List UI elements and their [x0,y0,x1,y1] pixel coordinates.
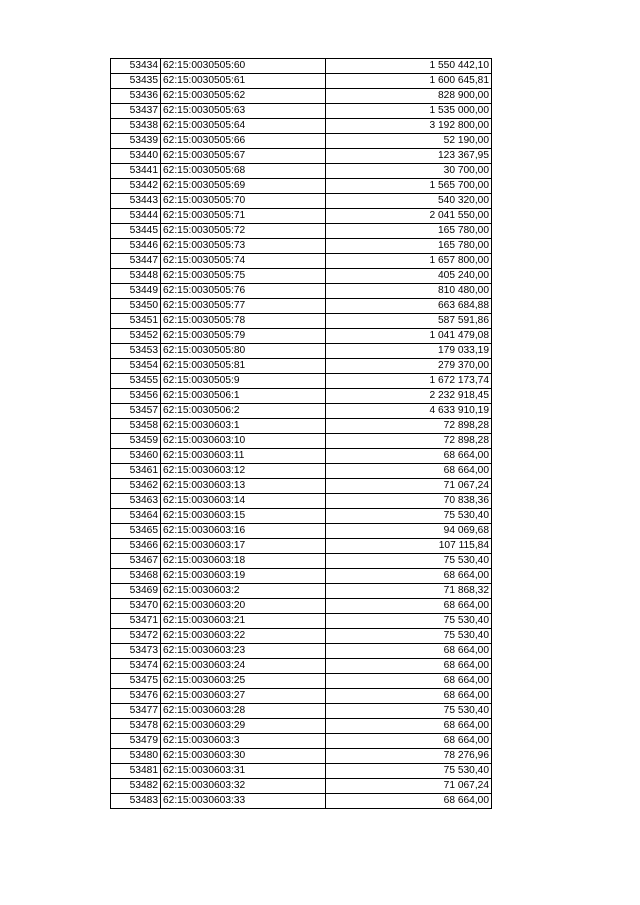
cadastral-number-cell: 62:15:0030505:79 [161,329,326,344]
cadastral-number-cell: 62:15:0030505:64 [161,119,326,134]
cadastral-number-cell: 62:15:0030603:13 [161,479,326,494]
table-row [111,284,492,299]
cadastral-value-cell: 540 320,00 [326,194,492,209]
row-number-cell: 53468 [111,569,161,584]
row-number-cell: 53458 [111,419,161,434]
row-number-cell: 53457 [111,404,161,419]
table-row [111,599,492,614]
cadastral-value-cell: 165 780,00 [326,239,492,254]
row-number-cell: 53474 [111,659,161,674]
table-row [111,239,492,254]
cadastral-value-cell: 68 664,00 [326,689,492,704]
table-row [111,479,492,494]
table-row [111,254,492,269]
table-row [111,494,492,509]
row-number-cell: 53445 [111,224,161,239]
cadastral-value-cell: 68 664,00 [326,659,492,674]
table-row [111,704,492,719]
row-number-cell: 53454 [111,359,161,374]
cadastral-number-cell: 62:15:0030505:63 [161,104,326,119]
row-number-cell: 53480 [111,749,161,764]
row-number-cell: 53483 [111,794,161,809]
cadastral-number-cell: 62:15:0030603:3 [161,734,326,749]
table-row [111,659,492,674]
cadastral-number-cell: 62:15:0030603:27 [161,689,326,704]
cadastral-value-cell: 68 664,00 [326,599,492,614]
table-row [111,689,492,704]
cadastral-number-cell: 62:15:0030603:24 [161,659,326,674]
cadastral-number-cell: 62:15:0030603:15 [161,509,326,524]
row-number-cell: 53437 [111,104,161,119]
cadastral-number-cell: 62:15:0030505:60 [161,59,326,74]
cadastral-number-cell: 62:15:0030505:74 [161,254,326,269]
cadastral-number-cell: 62:15:0030505:66 [161,134,326,149]
table-row [111,449,492,464]
table-row [111,779,492,794]
cadastral-value-cell: 2 041 550,00 [326,209,492,224]
cadastral-number-cell: 62:15:0030505:80 [161,344,326,359]
table-row [111,119,492,134]
table-row [111,374,492,389]
cadastral-value-cell: 123 367,95 [326,149,492,164]
cadastral-value-cell: 663 684,88 [326,299,492,314]
cadastral-value-cell: 75 530,40 [326,614,492,629]
row-number-cell: 53479 [111,734,161,749]
cadastral-number-cell: 62:15:0030505:76 [161,284,326,299]
cadastral-value-cell: 71 067,24 [326,479,492,494]
cadastral-number-cell: 62:15:0030505:77 [161,299,326,314]
cadastral-number-cell: 62:15:0030603:10 [161,434,326,449]
cadastral-number-cell: 62:15:0030603:19 [161,569,326,584]
table-row [111,674,492,689]
cadastral-value-cell: 828 900,00 [326,89,492,104]
row-number-cell: 53466 [111,539,161,554]
cadastral-value-cell: 71 067,24 [326,779,492,794]
cadastral-value-cell: 75 530,40 [326,554,492,569]
row-number-cell: 53463 [111,494,161,509]
table-row [111,719,492,734]
cadastral-number-cell: 62:15:0030603:1 [161,419,326,434]
table-row [111,539,492,554]
cadastral-value-cell: 68 664,00 [326,449,492,464]
cadastral-number-cell: 62:15:0030603:30 [161,749,326,764]
cadastral-value-cell: 1 600 645,81 [326,74,492,89]
cadastral-value-cell: 165 780,00 [326,224,492,239]
row-number-cell: 53464 [111,509,161,524]
cadastral-number-cell: 62:15:0030603:18 [161,554,326,569]
table-row [111,224,492,239]
cadastral-value-cell: 30 700,00 [326,164,492,179]
cadastral-number-cell: 62:15:0030505:78 [161,314,326,329]
table-row [111,59,492,74]
row-number-cell: 53467 [111,554,161,569]
cadastral-value-cell: 75 530,40 [326,704,492,719]
row-number-cell: 53456 [111,389,161,404]
table-body [111,59,492,809]
table-row [111,629,492,644]
cadastral-number-cell: 62:15:0030505:61 [161,74,326,89]
row-number-cell: 53441 [111,164,161,179]
row-number-cell: 53461 [111,464,161,479]
cadastral-number-cell: 62:15:0030603:17 [161,539,326,554]
cadastral-value-cell: 94 069,68 [326,524,492,539]
cadastral-value-cell: 1 550 442,10 [326,59,492,74]
table-row [111,734,492,749]
table-row [111,569,492,584]
row-number-cell: 53460 [111,449,161,464]
cadastral-value-cell: 68 664,00 [326,674,492,689]
cadastral-value-cell: 72 898,28 [326,434,492,449]
cadastral-number-cell: 62:15:0030603:23 [161,644,326,659]
cadastral-value-cell: 4 633 910,19 [326,404,492,419]
row-number-cell: 53435 [111,74,161,89]
row-number-cell: 53470 [111,599,161,614]
cadastral-number-cell: 62:15:0030603:22 [161,629,326,644]
cadastral-value-cell: 810 480,00 [326,284,492,299]
cadastral-number-cell: 62:15:0030505:73 [161,239,326,254]
table-row [111,359,492,374]
cadastral-number-cell: 62:15:0030505:72 [161,224,326,239]
cadastral-value-cell: 279 370,00 [326,359,492,374]
table-row [111,389,492,404]
table-row [111,644,492,659]
cadastral-value-cell: 68 664,00 [326,734,492,749]
row-number-cell: 53475 [111,674,161,689]
table-row [111,404,492,419]
cadastral-value-cell: 68 664,00 [326,569,492,584]
cadastral-number-cell: 62:15:0030505:9 [161,374,326,389]
cadastral-value-cell: 78 276,96 [326,749,492,764]
cadastral-number-cell: 62:15:0030505:70 [161,194,326,209]
cadastral-number-cell: 62:15:0030506:1 [161,389,326,404]
cadastral-number-cell: 62:15:0030603:16 [161,524,326,539]
table-row [111,509,492,524]
cadastral-value-cell: 68 664,00 [326,719,492,734]
cadastral-value-cell: 107 115,84 [326,539,492,554]
cadastral-number-cell: 62:15:0030603:14 [161,494,326,509]
row-number-cell: 53469 [111,584,161,599]
row-number-cell: 53450 [111,299,161,314]
row-number-cell: 53473 [111,644,161,659]
row-number-cell: 53481 [111,764,161,779]
table-row [111,434,492,449]
cadastral-number-cell: 62:15:0030505:68 [161,164,326,179]
cadastral-number-cell: 62:15:0030505:71 [161,209,326,224]
row-number-cell: 53443 [111,194,161,209]
row-number-cell: 53440 [111,149,161,164]
cadastral-value-cell: 405 240,00 [326,269,492,284]
row-number-cell: 53444 [111,209,161,224]
cadastral-value-cell: 3 192 800,00 [326,119,492,134]
row-number-cell: 53447 [111,254,161,269]
row-number-cell: 53476 [111,689,161,704]
cadastral-number-cell: 62:15:0030603:21 [161,614,326,629]
cadastral-value-cell: 179 033,19 [326,344,492,359]
row-number-cell: 53478 [111,719,161,734]
cadastral-value-cell: 75 530,40 [326,764,492,779]
cadastral-number-cell: 62:15:0030603:11 [161,449,326,464]
row-number-cell: 53439 [111,134,161,149]
cadastral-value-cell: 1 041 479,08 [326,329,492,344]
table-row [111,299,492,314]
cadastral-number-cell: 62:15:0030603:28 [161,704,326,719]
row-number-cell: 53452 [111,329,161,344]
table-row [111,524,492,539]
cadastral-number-cell: 62:15:0030506:2 [161,404,326,419]
row-number-cell: 53453 [111,344,161,359]
row-number-cell: 53462 [111,479,161,494]
cadastral-value-cell: 75 530,40 [326,629,492,644]
row-number-cell: 53459 [111,434,161,449]
table-row [111,164,492,179]
cadastral-value-table [110,58,492,809]
table-row [111,314,492,329]
cadastral-value-cell: 75 530,40 [326,509,492,524]
cadastral-number-cell: 62:15:0030603:29 [161,719,326,734]
row-number-cell: 53477 [111,704,161,719]
row-number-cell: 53446 [111,239,161,254]
cadastral-value-cell: 72 898,28 [326,419,492,434]
cadastral-value-cell: 2 232 918,45 [326,389,492,404]
cadastral-value-cell: 1 672 173,74 [326,374,492,389]
cadastral-number-cell: 62:15:0030603:33 [161,794,326,809]
row-number-cell: 53465 [111,524,161,539]
table-row [111,269,492,284]
cadastral-number-cell: 62:15:0030603:32 [161,779,326,794]
table-row [111,584,492,599]
table-row [111,614,492,629]
table-row [111,74,492,89]
row-number-cell: 53449 [111,284,161,299]
cadastral-value-cell: 52 190,00 [326,134,492,149]
cadastral-value-cell: 68 664,00 [326,794,492,809]
row-number-cell: 53442 [111,179,161,194]
cadastral-value-cell: 587 591,86 [326,314,492,329]
cadastral-number-cell: 62:15:0030505:81 [161,359,326,374]
row-number-cell: 53455 [111,374,161,389]
table-row [111,329,492,344]
table-row [111,419,492,434]
cadastral-value-cell: 1 657 800,00 [326,254,492,269]
table-row [111,104,492,119]
table-row [111,464,492,479]
table-row [111,194,492,209]
cadastral-value-cell: 1 565 700,00 [326,179,492,194]
table-row [111,554,492,569]
table-row [111,149,492,164]
row-number-cell: 53438 [111,119,161,134]
table-row [111,794,492,809]
row-number-cell: 53448 [111,269,161,284]
cadastral-number-cell: 62:15:0030603:20 [161,599,326,614]
table-row [111,749,492,764]
cadastral-number-cell: 62:15:0030505:75 [161,269,326,284]
table-row [111,89,492,104]
row-number-cell: 53436 [111,89,161,104]
cadastral-value-cell: 71 868,32 [326,584,492,599]
cadastral-number-cell: 62:15:0030603:12 [161,464,326,479]
row-number-cell: 53482 [111,779,161,794]
row-number-cell: 53471 [111,614,161,629]
table-row [111,764,492,779]
cadastral-number-cell: 62:15:0030603:25 [161,674,326,689]
row-number-cell: 53451 [111,314,161,329]
cadastral-number-cell: 62:15:0030505:62 [161,89,326,104]
table-row [111,134,492,149]
table-row [111,179,492,194]
cadastral-number-cell: 62:15:0030505:69 [161,179,326,194]
table-row [111,344,492,359]
cadastral-value-cell: 68 664,00 [326,644,492,659]
row-number-cell: 53472 [111,629,161,644]
table-row [111,209,492,224]
cadastral-value-cell: 68 664,00 [326,464,492,479]
cadastral-number-cell: 62:15:0030603:31 [161,764,326,779]
cadastral-number-cell: 62:15:0030603:2 [161,584,326,599]
cadastral-number-cell: 62:15:0030505:67 [161,149,326,164]
row-number-cell: 53434 [111,59,161,74]
cadastral-value-cell: 70 838,36 [326,494,492,509]
cadastral-value-cell: 1 535 000,00 [326,104,492,119]
